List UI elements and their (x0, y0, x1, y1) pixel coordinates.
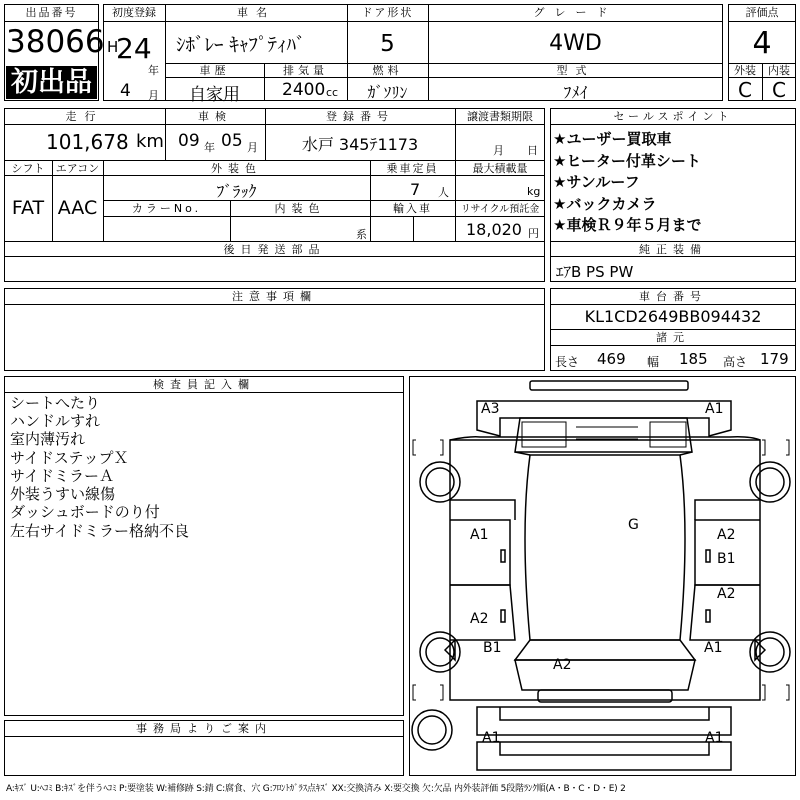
damage-mark-right-rear-door: A2 (717, 527, 736, 543)
capacity-unit: 人 (438, 186, 449, 199)
later-parts-label: 後日発送部品 (223, 243, 326, 256)
grade-label: グレード (533, 6, 618, 19)
int-color-unit: 系 (356, 228, 367, 241)
equipment-label: 純正装備 (639, 243, 707, 256)
inspector-note: ハンドルすれ (10, 412, 101, 430)
lot-number-label: 出品番号 (25, 6, 78, 19)
ext-color: ﾌﾞﾗｯｸ (216, 182, 257, 201)
transfer-day: 日 (527, 144, 538, 157)
sales-point: ★ヒーター付革シート (553, 152, 701, 170)
inspector-note: サイドステップＸ (10, 449, 129, 467)
reg-no-label: 登録番号 (326, 110, 394, 123)
car-name: ｼﾎﾞﾚｰ ｷｬﾌﾟﾃｨﾊﾞ (176, 34, 306, 56)
inspector-note: シートへたり (10, 394, 101, 412)
kg-unit: kg (527, 185, 541, 198)
year-unit: 年 (148, 64, 159, 77)
import-label: 輸入車 (393, 202, 432, 215)
sales-point: ★車検Ｒ９年５月まで (553, 216, 702, 234)
model: ﾌﾒｲ (563, 83, 588, 102)
capacity: 7 (410, 180, 421, 199)
damage-mark-front-right: A1 (705, 730, 724, 746)
era: H (107, 38, 119, 56)
ac-label: エアコン (55, 162, 100, 175)
km-unit: km (136, 131, 164, 152)
grade: 4WD (549, 31, 602, 56)
damage-legend: A:ｷｽﾞ U:ﾍｺﾐ B:ｷｽﾞを伴うﾍｺﾐ P:要塗装 W:補修跡 S:錆 C:腐食、穴 G:ﾌﾛﾝﾄｶﾞﾗｽ点ｷｽﾞ XX:交換済み X:要交換 欠:欠品 内外装評価 5段階ﾗﾝｸ順(A・B・C・D・E) 2 (6, 784, 626, 794)
capacity-label: 乗車定員 (386, 162, 439, 175)
color-no-label: カラーNo. (131, 202, 202, 215)
shift-label: シフト (11, 162, 45, 175)
inspector-note: 外装うすい線傷 (10, 485, 116, 503)
ext-grade-label: 外装 (734, 64, 756, 77)
transfer-month: 月 (493, 144, 504, 157)
inspection-label: 車検 (198, 110, 232, 123)
score: 4 (752, 26, 772, 61)
doors: 5 (380, 31, 395, 57)
yen-unit: 円 (528, 227, 539, 240)
damage-mark-left-front-fender: B1 (483, 640, 502, 656)
transfer-deadline-label: 譲渡書類期限 (467, 110, 533, 123)
inspector-note: サイドミラーＡ (10, 467, 114, 485)
equipment: ｴｱB PS PW (556, 263, 634, 281)
caution-label: 注意事項欄 (232, 290, 317, 303)
ext-grade: C (738, 78, 752, 102)
damage-mark-right-front-fender: A1 (704, 640, 723, 656)
ext-color-label: 外装色 (211, 162, 262, 175)
first-listing-badge: 初出品 (6, 66, 97, 99)
chassis-number: KL1CD2649BB094432 (584, 307, 762, 326)
int-grade: C (772, 78, 786, 102)
damage-mark-rear-left: A3 (481, 401, 500, 417)
mileage: 101,678 (46, 130, 129, 154)
dimensions-label: 諸元 (656, 331, 690, 344)
displacement: 2400 (282, 80, 326, 100)
office-label: 事務局よりご案内 (136, 722, 272, 735)
shift: FAT (11, 197, 45, 219)
fuel-label: 燃料 (372, 64, 403, 77)
inspector-note: 左右サイドミラー格納不良 (10, 522, 189, 540)
damage-mark-hood: A2 (553, 657, 572, 673)
recycle-label: リサイクル預託金 (460, 204, 540, 215)
chassis-label: 車台番号 (639, 290, 707, 303)
max-load-label: 最大積載量 (472, 162, 528, 175)
damage-mark-roof: G (628, 517, 639, 533)
first-reg-month: 4 (120, 81, 131, 101)
car-name-label: 車名 (237, 6, 275, 19)
damage-mark-rear-right: A1 (705, 401, 724, 417)
sales-points-label: セールスポイント (613, 110, 733, 123)
car-diagram (409, 376, 796, 776)
sales-point: ★サンルーフ (553, 173, 640, 191)
lot-number: 38066 (6, 24, 105, 60)
inspection-month: 05 (221, 131, 243, 151)
height-label: 高さ (723, 355, 748, 369)
width-label: 幅 (647, 355, 660, 369)
damage-mark-left-front-door: A2 (470, 611, 489, 627)
fuel: ｶﾞｿﾘﾝ (367, 83, 408, 102)
int-color-label: 内装色 (274, 202, 326, 215)
history: 自家用 (189, 85, 240, 105)
int-grade-label: 内装 (768, 64, 790, 77)
length-label: 長さ (555, 355, 580, 369)
mileage-label: 走行 (65, 110, 104, 123)
score-label: 評価点 (745, 6, 779, 19)
damage-mark-right-front-door: A2 (717, 586, 736, 602)
inspection-month-unit: 月 (247, 141, 258, 154)
inspector-label: 検査員記入欄 (153, 378, 255, 391)
door-type-label: ドア形状 (361, 6, 414, 19)
inspector-note: ダッシュボードのり付 (10, 503, 160, 521)
width: 185 (679, 350, 708, 368)
first-reg-year: 24 (116, 32, 152, 65)
damage-mark-right-rear-door-2: B1 (717, 551, 736, 567)
sales-point: ★ユーザー買取車 (553, 130, 672, 148)
recycle-fee: 18,020 (466, 220, 522, 239)
sales-point: ★バックカメラ (553, 195, 657, 213)
first-reg-label: 初度登録 (112, 6, 156, 19)
reg-no: 水戸 345ﾃ1173 (301, 135, 419, 154)
inspection-year: 09 (178, 131, 200, 151)
ac: AAC (57, 197, 98, 219)
cc-unit: cc (326, 86, 339, 99)
height: 179 (760, 350, 789, 368)
month-unit: 月 (148, 89, 159, 102)
model-label: 型式 (556, 64, 595, 77)
damage-mark-front-left: A1 (482, 730, 501, 746)
length: 469 (597, 350, 626, 368)
displacement-label: 排気量 (283, 64, 328, 77)
inspector-note: 室内薄汚れ (10, 430, 86, 448)
history-label: 車歴 (199, 64, 230, 77)
damage-mark-left-rear-door: A1 (470, 527, 489, 543)
inspection-year-unit: 年 (204, 141, 215, 154)
